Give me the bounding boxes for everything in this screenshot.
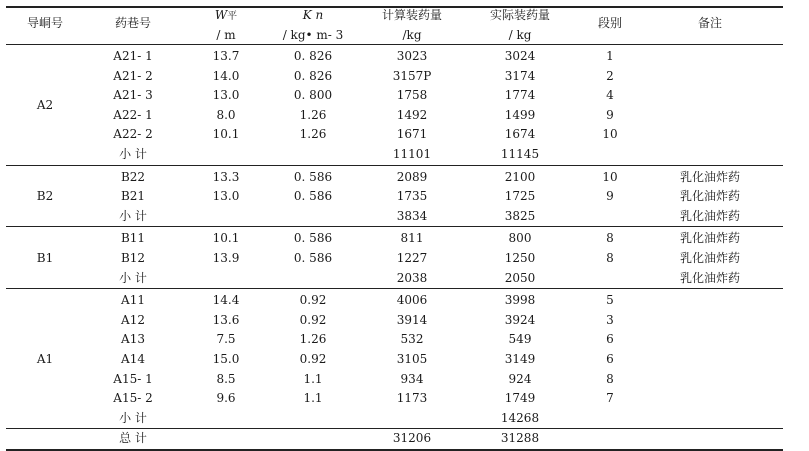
cell-lane: A21- 3 bbox=[113, 88, 153, 103]
cell-w: 8.5 bbox=[216, 371, 236, 386]
cell-segment: 8 bbox=[606, 251, 614, 265]
cell-w: 13.3 bbox=[212, 169, 240, 184]
header-tunnel: 导峒号 bbox=[26, 16, 64, 30]
cell-actual-charge: 800 bbox=[508, 231, 532, 246]
cell-calc-charge: 4006 bbox=[396, 293, 428, 308]
cell-segment: 6 bbox=[606, 332, 614, 347]
cell-w: 13.7 bbox=[212, 49, 240, 63]
cell-calc-charge: 1173 bbox=[396, 391, 428, 406]
cell-total-calc: 31206 bbox=[392, 431, 432, 446]
cell-lane: A22- 1 bbox=[113, 107, 153, 122]
cell-kn: 0. 586 bbox=[293, 169, 333, 184]
group-rule bbox=[6, 165, 783, 166]
group-rule bbox=[6, 288, 783, 289]
header-rule bbox=[6, 44, 783, 45]
header-remarks: 备注 bbox=[697, 16, 723, 30]
cell-lane: A22- 2 bbox=[113, 127, 153, 142]
cell-calc-charge: 3023 bbox=[396, 49, 428, 63]
cell-kn: 1.26 bbox=[299, 127, 327, 142]
cell-lane: 小 计 bbox=[119, 208, 147, 223]
cell-remarks: 乳化油炸药 bbox=[679, 189, 741, 204]
cell-calc-charge: 3105 bbox=[396, 352, 428, 366]
cell-kn: 0. 826 bbox=[293, 49, 333, 63]
cell-w: 14.4 bbox=[212, 293, 240, 308]
cell-actual-charge: 14268 bbox=[500, 410, 540, 425]
cell-kn: 0.92 bbox=[299, 312, 327, 327]
group-rule bbox=[6, 428, 783, 429]
cell-segment: 9 bbox=[606, 189, 614, 204]
cell-w: 13.9 bbox=[212, 251, 240, 265]
cell-kn: 0. 586 bbox=[293, 231, 333, 246]
cell-kn: 1.1 bbox=[303, 371, 323, 386]
cell-actual-charge: 549 bbox=[508, 332, 532, 347]
cell-w: 7.5 bbox=[216, 332, 236, 347]
cell-kn: 1.26 bbox=[299, 107, 327, 122]
cell-w: 13.0 bbox=[212, 88, 240, 103]
cell-remarks: 乳化油炸药 bbox=[679, 169, 741, 184]
cell-segment: 7 bbox=[606, 391, 614, 406]
cell-remarks: 乳化油炸药 bbox=[679, 208, 741, 223]
cell-calc-charge: 3157P bbox=[392, 68, 432, 83]
cell-kn: 0.92 bbox=[299, 352, 327, 366]
cell-lane: 小 计 bbox=[119, 410, 147, 425]
cell-actual-charge: 11145 bbox=[500, 147, 540, 161]
cell-total-actual: 31288 bbox=[500, 431, 540, 446]
cell-lane: A11 bbox=[121, 293, 145, 308]
header-w-subscript: 平 bbox=[227, 11, 238, 22]
cell-lane: A21- 1 bbox=[113, 49, 153, 63]
cell-total-label: 总 计 bbox=[119, 431, 147, 446]
cell-lane: A13 bbox=[121, 332, 145, 347]
cell-w: 13.0 bbox=[212, 189, 240, 204]
cell-tunnel: B2 bbox=[36, 189, 54, 203]
cell-lane: B12 bbox=[120, 251, 146, 265]
cell-segment: 8 bbox=[606, 231, 614, 246]
cell-calc-charge: 1735 bbox=[396, 189, 428, 204]
cell-tunnel: B1 bbox=[36, 250, 54, 265]
cell-lane: 小 计 bbox=[119, 270, 147, 285]
cell-calc-charge: 532 bbox=[400, 332, 424, 347]
cell-lane: B22 bbox=[120, 169, 146, 184]
header-calc-unit: /kg bbox=[402, 28, 422, 42]
header-lane: 药巷号 bbox=[114, 16, 152, 30]
cell-remarks: 乳化油炸药 bbox=[679, 270, 741, 285]
cell-calc-charge: 1492 bbox=[396, 107, 428, 122]
cell-kn: 1.26 bbox=[299, 332, 327, 347]
cell-kn: 0. 586 bbox=[293, 251, 333, 265]
cell-segment: 10 bbox=[602, 127, 618, 142]
cell-segment: 1 bbox=[606, 49, 614, 63]
cell-actual-charge: 1749 bbox=[504, 391, 536, 406]
cell-lane: B11 bbox=[120, 231, 146, 246]
cell-w: 14.0 bbox=[212, 68, 240, 83]
cell-w: 9.6 bbox=[216, 391, 236, 406]
header-w-unit: / m bbox=[216, 28, 236, 42]
cell-actual-charge: 3825 bbox=[504, 208, 536, 223]
header-w bbox=[215, 8, 237, 24]
header-kn-unit: / kg• m- 3 bbox=[282, 28, 344, 42]
cell-tunnel: A2 bbox=[36, 97, 54, 112]
header-actual-charge: 实际装药量 bbox=[489, 8, 551, 22]
cell-calc-charge: 1671 bbox=[396, 127, 428, 142]
cell-kn: 0. 826 bbox=[293, 68, 333, 83]
cell-lane: A15- 2 bbox=[113, 391, 153, 406]
cell-actual-charge: 2050 bbox=[504, 270, 536, 285]
cell-actual-charge: 1499 bbox=[504, 107, 536, 122]
cell-w: 8.0 bbox=[216, 107, 236, 122]
header-calc-charge: 计算装药量 bbox=[381, 8, 443, 22]
cell-w: 15.0 bbox=[212, 352, 240, 366]
cell-actual-charge: 3024 bbox=[504, 49, 536, 63]
cell-actual-charge: 3998 bbox=[504, 293, 536, 308]
cell-w: 10.1 bbox=[212, 127, 240, 142]
cell-segment: 10 bbox=[602, 169, 618, 184]
cell-actual-charge: 1674 bbox=[504, 127, 536, 142]
cell-segment: 9 bbox=[606, 107, 614, 122]
cell-kn: 0. 800 bbox=[293, 88, 333, 103]
cell-actual-charge: 1774 bbox=[504, 88, 536, 103]
cell-segment: 3 bbox=[606, 312, 614, 327]
cell-actual-charge: 2100 bbox=[504, 169, 536, 184]
cell-lane: A12 bbox=[121, 312, 145, 327]
cell-kn: 0. 586 bbox=[293, 189, 333, 204]
header-segment: 段别 bbox=[597, 16, 623, 30]
cell-calc-charge: 2089 bbox=[396, 169, 428, 184]
cell-actual-charge: 3174 bbox=[504, 68, 536, 83]
cell-segment: 2 bbox=[606, 68, 614, 83]
cell-segment: 8 bbox=[606, 371, 614, 386]
cell-calc-charge: 3914 bbox=[396, 312, 428, 327]
cell-calc-charge: 1227 bbox=[396, 251, 428, 265]
header-w-symbol: W bbox=[214, 8, 228, 22]
group-rule bbox=[6, 226, 783, 227]
cell-segment: 4 bbox=[606, 88, 614, 103]
cell-calc-charge: 811 bbox=[400, 231, 424, 246]
cell-w: 10.1 bbox=[212, 231, 240, 246]
cell-lane: A15- 1 bbox=[113, 371, 153, 386]
cell-kn: 0.92 bbox=[299, 293, 327, 308]
cell-calc-charge: 934 bbox=[400, 371, 424, 386]
cell-segment: 6 bbox=[606, 352, 614, 366]
cell-tunnel: A1 bbox=[36, 351, 54, 366]
cell-actual-charge: 924 bbox=[508, 371, 532, 386]
cell-lane: A21- 2 bbox=[113, 68, 153, 83]
cell-segment: 5 bbox=[606, 293, 614, 308]
cell-kn: 1.1 bbox=[303, 391, 323, 406]
cell-actual-charge: 1250 bbox=[504, 251, 536, 265]
cell-actual-charge: 3924 bbox=[504, 312, 536, 327]
cell-lane: A14 bbox=[121, 352, 145, 366]
cell-lane: 小 计 bbox=[119, 147, 147, 161]
cell-remarks: 乳化油炸药 bbox=[679, 251, 741, 265]
cell-actual-charge: 1725 bbox=[504, 189, 536, 204]
cell-remarks: 乳化油炸药 bbox=[679, 231, 741, 246]
header-kn: K n bbox=[302, 8, 324, 22]
cell-calc-charge: 2038 bbox=[396, 270, 428, 285]
cell-w: 13.6 bbox=[212, 312, 240, 327]
cell-actual-charge: 3149 bbox=[504, 352, 536, 366]
cell-calc-charge: 1758 bbox=[396, 88, 428, 103]
cell-calc-charge: 11101 bbox=[392, 147, 432, 161]
cell-calc-charge: 3834 bbox=[396, 208, 428, 223]
cell-lane: B21 bbox=[120, 189, 146, 204]
header-actual-unit: / kg bbox=[508, 28, 532, 42]
